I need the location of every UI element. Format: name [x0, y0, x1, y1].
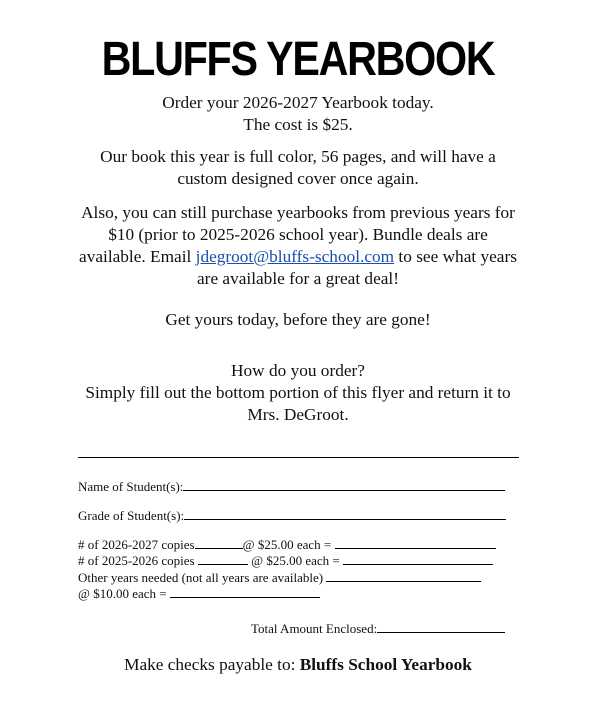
payable-line: [0, 654, 596, 676]
total-label: Total Amount Enclosed:: [251, 621, 378, 636]
previous-years-text-after: to see what years are available for a great deal!: [197, 247, 517, 288]
intro-line-order: Order your 2026-2027 Yearbook today.: [162, 93, 434, 112]
total-amount-field[interactable]: [377, 620, 505, 633]
how-to-question: How do you order?: [231, 361, 365, 380]
other-years-field[interactable]: [326, 569, 481, 582]
copies-2026-price-label: @ $25.00 each =: [242, 537, 332, 552]
copies-2025-amount-field[interactable]: [343, 552, 493, 565]
copies-2025-row: [78, 552, 493, 569]
total-row: [251, 620, 505, 637]
copies-2026-amount-field[interactable]: [335, 536, 496, 549]
copies-2025-price-label: @ $25.00 each =: [251, 553, 340, 568]
copies-2025-quantity-field[interactable]: [198, 552, 248, 565]
how-to-instructions: Simply fill out the bottom portion of this flyer and return it to Mrs. DeGroot.: [85, 383, 511, 424]
copies-2025-label: # of 2025-2026 copies: [78, 553, 195, 568]
intro-block: [78, 92, 518, 136]
student-grade-label: Grade of Student(s):: [78, 508, 185, 523]
urgency-text: Get yours today, before they are gone!: [165, 310, 431, 329]
copies-2026-row: [78, 536, 496, 553]
student-grade-field[interactable]: [184, 507, 506, 520]
payable-label: Make checks payable to:: [124, 655, 300, 674]
intro-line-cost: The cost is $25.: [243, 115, 353, 134]
other-years-amount-field[interactable]: [170, 585, 320, 598]
page-title: BLUFFS YEARBOOK: [101, 33, 495, 86]
other-years-label: Other years needed (not all years are available): [78, 570, 324, 585]
other-years-row: [78, 569, 481, 586]
description-paragraph: Our book this year is full color, 56 pages, and will have a custom designed cover once again.: [100, 147, 496, 188]
payee-name: Bluffs School Yearbook: [299, 655, 472, 674]
previous-years-text-before: Also, you can still purchase yearbooks from previous years for $10 (prior to 2025-2026 school year). Bundle deals are available. Email: [79, 203, 515, 266]
how-to-block: [78, 360, 518, 426]
other-years-price-row: [78, 585, 320, 602]
student-grade-row: [78, 507, 506, 524]
copies-2026-label: # of 2026-2027 copies: [78, 537, 195, 552]
copies-2026-quantity-field[interactable]: [195, 536, 243, 549]
cut-line-divider: [78, 457, 519, 458]
email-link[interactable]: jdegroot@bluffs-school.com: [195, 247, 395, 266]
student-name-row: [78, 478, 505, 495]
previous-years-paragraph: [78, 202, 518, 290]
student-name-label: Name of Student(s):: [78, 479, 184, 494]
student-name-field[interactable]: [183, 478, 505, 491]
other-years-price-label: @ $10.00 each =: [78, 586, 167, 601]
